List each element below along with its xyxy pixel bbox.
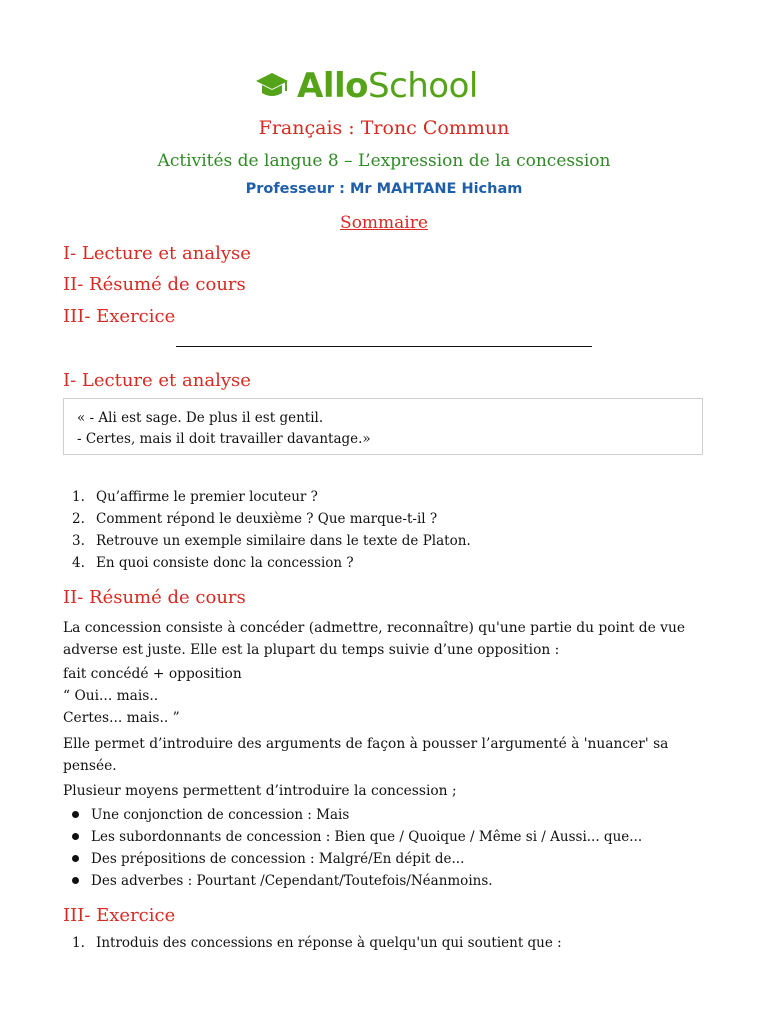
bullet-item: Une conjonction de concession : Mais [72,807,349,823]
section-heading-lecture: I- Lecture et analyse [63,370,251,391]
alloschool-logo [255,66,478,106]
quote-box [63,398,703,455]
section-heading-exercice: III- Exercice [63,905,176,926]
summary-item-1: I- Lecture et analyse [63,243,251,264]
paragraph: Plusieur moyens permettent d’introduire la concession ; [63,783,457,799]
logo-text: AlloSchool [297,66,478,106]
professor-name: Professeur : Mr MAHTANE Hicham [245,181,523,197]
quote-line: « - Ali est sage. De plus il est gentil. [77,410,324,426]
exercise-item: 1. Introduis des concessions en réponse à quelqu'un qui soutient que : [72,935,562,951]
bullet-icon [72,811,79,818]
divider [176,346,592,347]
graduation-cap-icon [255,71,289,101]
paragraph: Elle permet d’introduire des arguments de façon à pousser l’argumenté à 'nuancer' sa pensée. [63,736,669,774]
summary-item-2: II- Résumé de cours [63,274,246,295]
question-item: 2. Comment répond le deuxième ? Que marque-t-il ? [72,511,438,527]
section-heading-resume: II- Résumé de cours [63,587,246,608]
text-line: Certes... mais.. ” [63,710,180,726]
summary-item-3: III- Exercice [63,306,176,327]
bullet-icon [72,877,79,884]
paragraph: La concession consiste à concéder (admettre, reconnaître) qu'une partie du point de vue adverse est juste. Elle est la plupart du temps suivie d’une opposition : [63,620,685,658]
question-item: 3. Retrouve un exemple similaire dans le texte de Platon. [72,533,471,549]
bullet-item: Les subordonnants de concession : Bien que / Quoique / Même si / Aussi... que... [72,829,642,845]
bullet-icon [72,855,79,862]
bullet-item: Des adverbes : Pourtant /Cependant/Toutefois/Néanmoins. [72,873,493,889]
question-item: 4. En quoi consiste donc la concession ? [72,555,354,571]
question-item: 1. Qu’affirme le premier locuteur ? [72,489,318,505]
document-subtitle: Activités de langue 8 – L’expression de la concession [157,151,611,171]
summary-heading: Sommaire [340,213,428,233]
bullet-icon [72,833,79,840]
quote-line: - Certes, mais il doit travailler davantage.» [77,431,371,447]
bullet-item: Des prépositions de concession : Malgré/En dépit de... [72,851,464,867]
document-title: Français : Tronc Commun [258,117,510,139]
text-line: “ Oui... mais.. [63,688,159,704]
text-line: fait concédé + opposition [63,666,242,682]
